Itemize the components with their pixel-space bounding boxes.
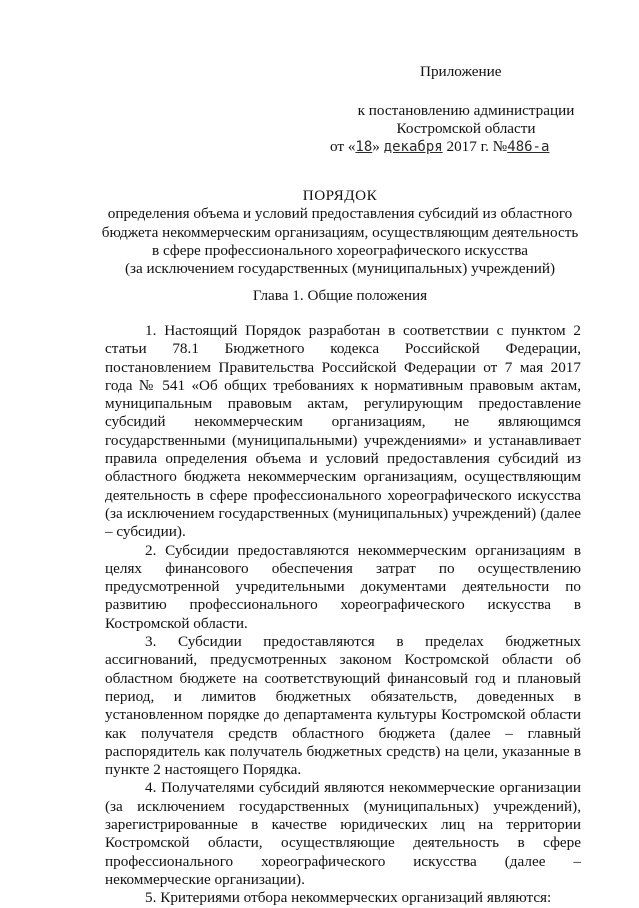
date-day: 18	[355, 139, 373, 155]
date-month: декабря	[383, 139, 443, 155]
document-title	[70, 187, 610, 278]
paragraph-2: 2. Субсидии предоставляются некоммерческим организациям в целях финансового обеспечения затрат по осуществлению предусмотренной учредительными документами деятельности по развитию профессионального хореографического искусства в Костромской области.	[105, 541, 581, 632]
paragraph-3: 3. Субсидии предоставляются в пределах бюджетных ассигнований, предусмотренных законом Костромской области об областном бюджете на соответствующий финансовый год и плановый период, и лимитов бюджетных обязательств, доведенных в установленном порядке до департамента культуры Костромской области как получателя средств областного бюджета (далее – главный распорядитель как получатель бюджетных средств) на цели, указанные в пункте 2 настоящего Порядка.	[105, 633, 581, 779]
chapter-heading: Глава 1. Общие положения	[252, 287, 428, 304]
paragraph-5: 5. Критериями отбора некоммерческих организаций являются:	[145, 889, 552, 907]
attachment-label: Приложение	[420, 63, 502, 80]
region-name: Костромской области	[396, 120, 536, 137]
resolution-reference: к постановлению администрации	[357, 102, 575, 119]
resolution-date-line	[330, 138, 549, 156]
date-year: 2017 г. №	[446, 138, 508, 155]
title-line: определения объема и условий предоставления субсидий из областного	[107, 205, 573, 223]
resolution-number: 486-а	[507, 139, 550, 155]
date-mid: »	[372, 138, 380, 155]
document-body	[105, 322, 581, 908]
paragraph-1: 1. Настоящий Порядок разработан в соответствии с пунктом 2 статьи 78.1 Бюджетного кодекса Российской Федерации, постановлением Правительства Российской Федерации от 7 мая 2017 года № 541 «Об общих требованиях к нормативным правовым актам, муниципальным правовым актам, регулирующим предоставление субсидий некоммерческим организациям, не являющимся государственными (муниципальными) учреждениями» и устанавливает правила определения объема и условий предоставления субсидий из областного бюджета некоммерческим организациям, осуществляющим деятельность в сфере профессионального хореографического искусства (за исключением государственных (муниципальных) учреждений) (далее – субсидии).	[105, 322, 581, 541]
title-line: бюджета некоммерческим организациям, осуществляющим деятельность	[101, 223, 579, 241]
date-prefix: от «	[330, 138, 356, 155]
title-line: в сфере профессионального хореографического искусства	[151, 241, 529, 259]
title-line: (за исключением государственных (муниципальных) учреждений)	[124, 260, 556, 278]
title-main: ПОРЯДОК	[302, 187, 378, 204]
paragraph-4: 4. Получателями субсидий являются некоммерческие организации (за исключением государственных (муниципальных) учреждений), зарегистрированные в качестве юридических лиц на территории Костромской области, осуществляющие деятельность в сфере профессионального хореографического искусства (далее – некоммерческие организации).	[105, 779, 581, 888]
